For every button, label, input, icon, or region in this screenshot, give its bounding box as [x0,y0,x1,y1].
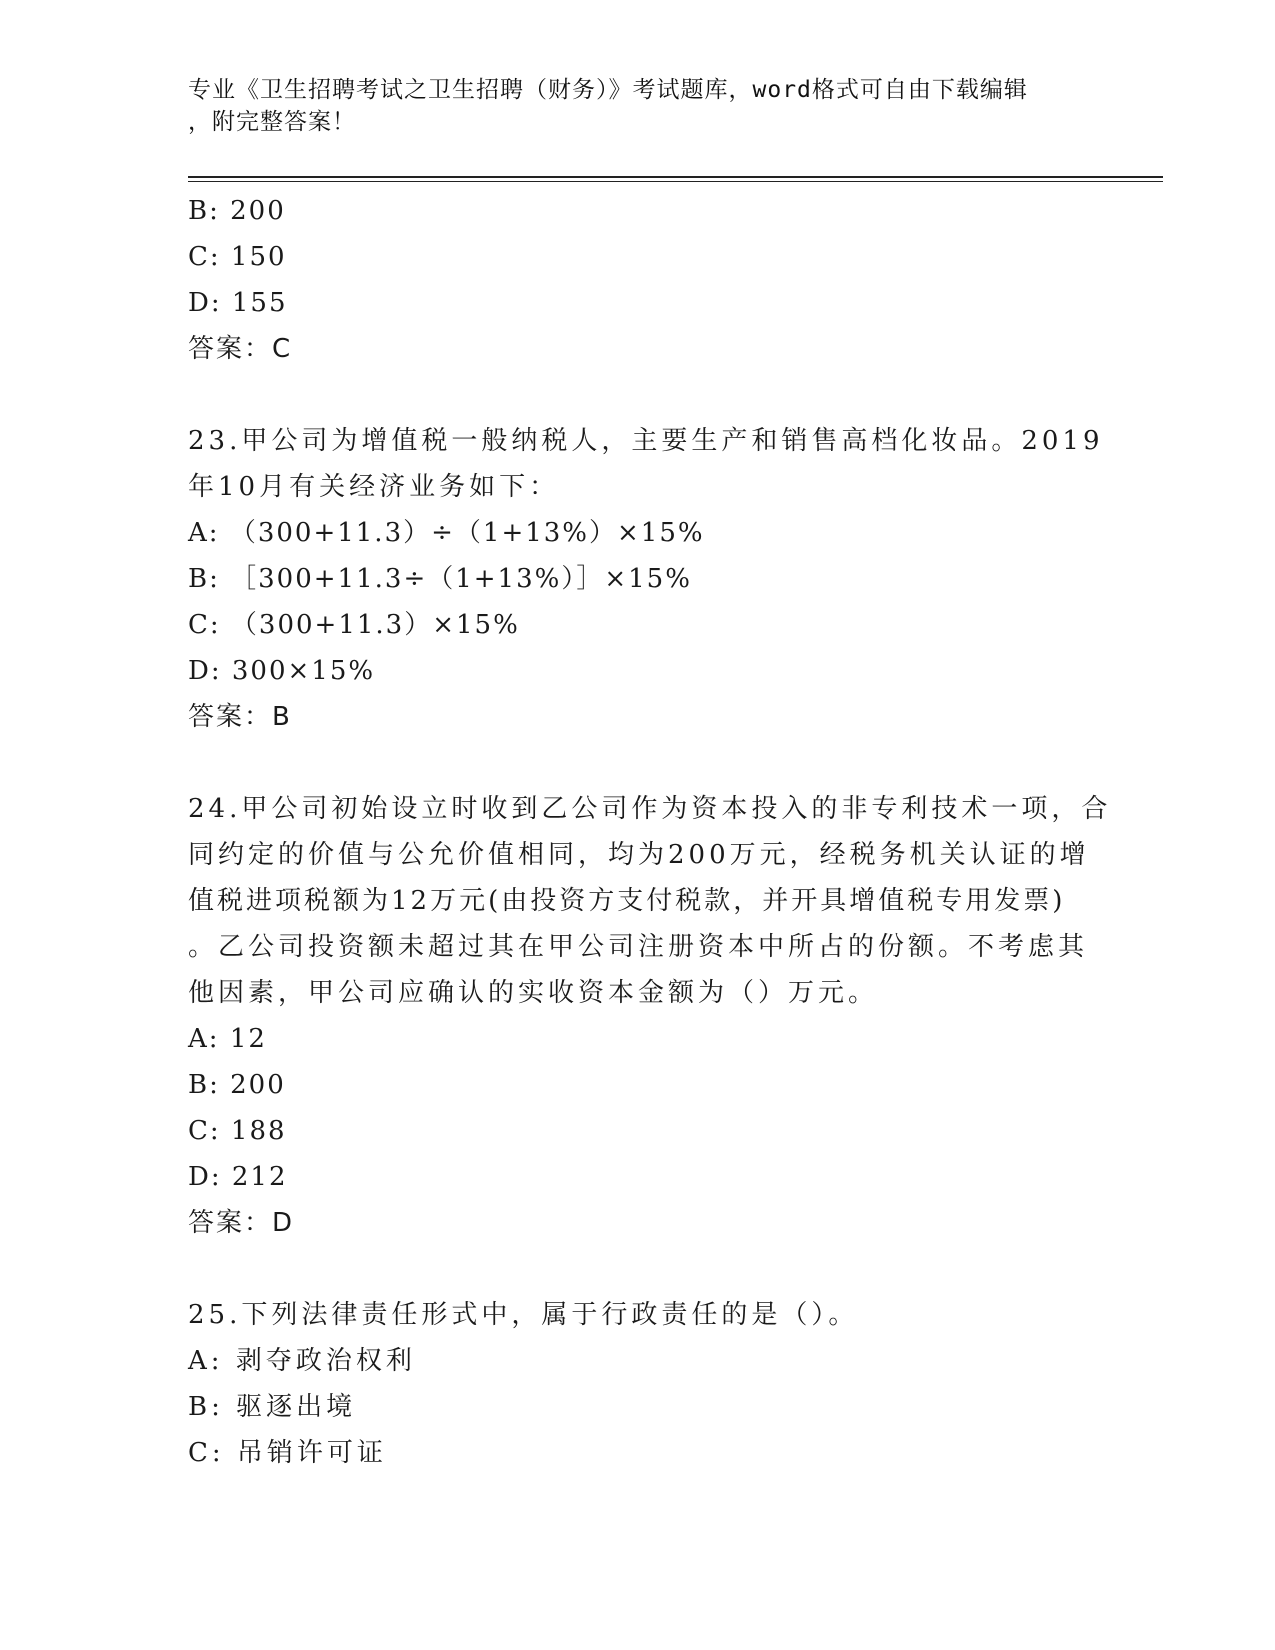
option-b: B: 200 [188,1070,286,1100]
option-a: A: （300+11.3）÷（1+13%）×15% [188,518,705,548]
question-text-line: 年10月有关经济业务如下： [188,472,560,502]
question-25 [188,1292,1088,1476]
answer: 答案：D [188,1208,295,1238]
question-24 [188,786,1112,1246]
option-d: D: 212 [188,1162,288,1192]
question-text-line: 25.下列法律责任形式中，属于行政责任的是（）。 [188,1300,859,1330]
option-a: A: 12 [188,1024,267,1054]
question-text-line: 他因素，甲公司应确认的实收资本金额为（）万元。 [188,978,879,1008]
option-c: C: 150 [188,242,287,272]
question-text-line: 24.甲公司初始设立时收到乙公司作为资本投入的非专利技术一项，合 [188,794,1112,824]
question-text-line: 23.甲公司为增值税一般纳税人，主要生产和销售高档化妆品。2019 [188,426,1104,456]
option-d: D: 300×15% [188,656,376,686]
option-d: D: 155 [188,288,288,318]
option-a: A: 剥夺政治权利 [188,1346,416,1376]
question-text-line: 。乙公司投资额未超过其在甲公司注册资本中所占的份额。不考虑其 [188,932,1089,962]
question-content [188,188,1112,1476]
header-line-2: ，附完整答案！ [188,109,356,135]
question-23 [188,418,1104,740]
header-divider-thick [188,176,1163,178]
question-text-line: 同约定的价值与公允价值相同，均为200万元，经税务机关认证的增 [188,840,1090,870]
option-c: C: 188 [188,1116,287,1146]
header-divider-thin [188,181,1163,182]
option-c: C: 吊销许可证 [188,1438,387,1468]
answer: 答案：B [188,702,292,732]
document-header [188,74,1068,138]
option-b: B: 驱逐出境 [188,1392,357,1422]
option-b: B: ［300+11.3÷（1+13%）］×15% [188,564,692,594]
header-line-1: 专业《卫生招聘考试之卫生招聘（财务）》考试题库，word格式可自由下载编辑 [188,77,1028,103]
option-c: C: （300+11.3）×15% [188,610,520,640]
option-b: B: 200 [188,196,286,226]
question-text-line: 值税进项税额为12万元(由投资方支付税款，并开具增值税专用发票) [188,886,1066,916]
question-22 [188,188,1088,372]
answer: 答案：C [188,334,293,364]
